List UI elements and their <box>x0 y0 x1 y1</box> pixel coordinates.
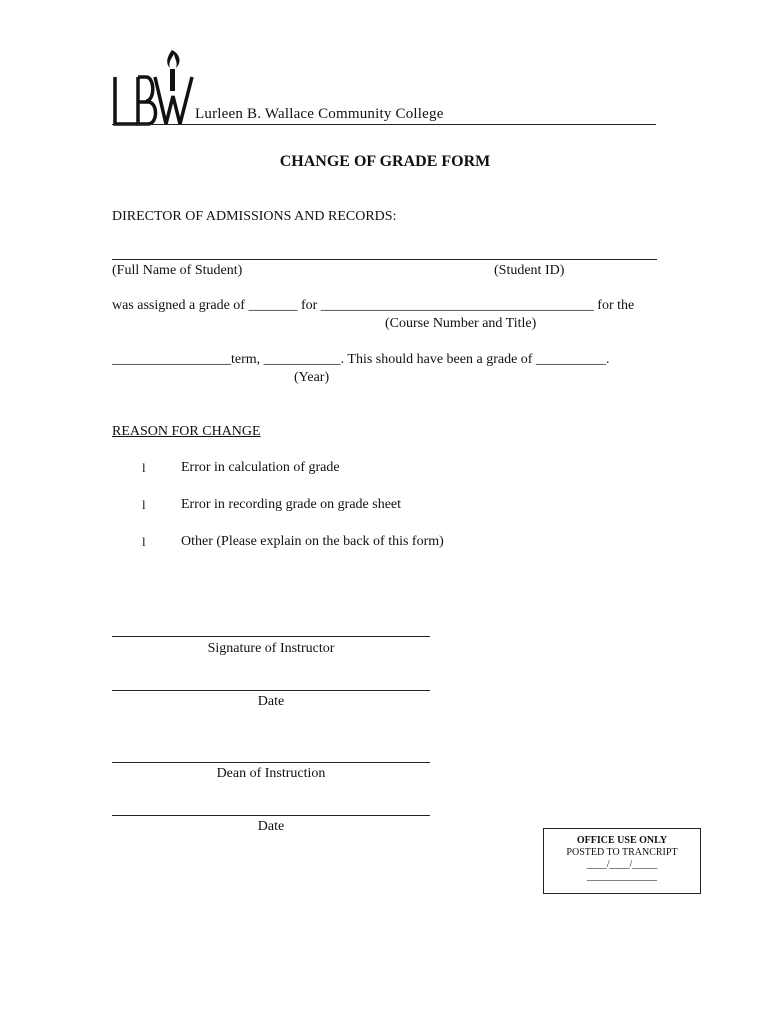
instructor-date-label: Date <box>257 694 285 709</box>
form-title: CHANGE OF GRADE FORM <box>279 153 491 170</box>
year-label: (Year) <box>294 370 330 385</box>
logo-letter-l <box>115 77 138 124</box>
office-use-title: OFFICE USE ONLY <box>576 835 668 846</box>
dean-signature-line[interactable] <box>112 762 430 763</box>
college-logo <box>112 44 204 126</box>
posted-date-blank: ____/____/_____ <box>586 859 658 870</box>
posted-initials-blank: ______________ <box>587 871 657 882</box>
logo-letter-b <box>138 77 156 124</box>
posted-to-transcript-label: POSTED TO TRANCRIPT <box>566 847 678 858</box>
torch-flame-icon <box>167 50 179 68</box>
reason-checkbox-recording[interactable]: l <box>142 497 146 512</box>
course-label: (Course Number and Title) <box>385 316 537 331</box>
header-rule <box>112 124 656 125</box>
addressee-line: DIRECTOR OF ADMISSIONS AND RECORDS: <box>112 209 397 224</box>
grade-sentence: was assigned a grade of _______ for _______________________________________ for the <box>112 298 635 313</box>
reason-checkbox-calculation[interactable]: l <box>142 460 146 475</box>
reason-checkbox-other[interactable]: l <box>142 534 146 549</box>
instructor-signature-label: Signature of Instructor <box>207 641 335 656</box>
torch-handle <box>170 69 175 91</box>
dean-signature-label: Dean of Instruction <box>216 766 326 781</box>
reason-label-other: Other (Please explain on the back of this form) <box>181 534 444 549</box>
full-name-label: (Full Name of Student) <box>112 263 243 278</box>
dean-date-line[interactable] <box>112 815 430 816</box>
instructor-signature-line[interactable] <box>112 636 430 637</box>
instructor-date-line[interactable] <box>112 690 430 691</box>
reason-label-recording: Error in recording grade on grade sheet <box>181 497 402 512</box>
reason-label-calculation: Error in calculation of grade <box>181 460 340 475</box>
college-name: Lurleen B. Wallace Community College <box>195 106 444 122</box>
term-sentence: _________________term, ___________. This should have been a grade of __________. <box>112 352 610 367</box>
student-id-label: (Student ID) <box>494 263 565 278</box>
reason-heading: REASON FOR CHANGE <box>112 424 261 439</box>
office-use-box <box>543 828 701 894</box>
dean-date-label: Date <box>257 819 285 834</box>
student-name-id-line <box>112 259 657 260</box>
